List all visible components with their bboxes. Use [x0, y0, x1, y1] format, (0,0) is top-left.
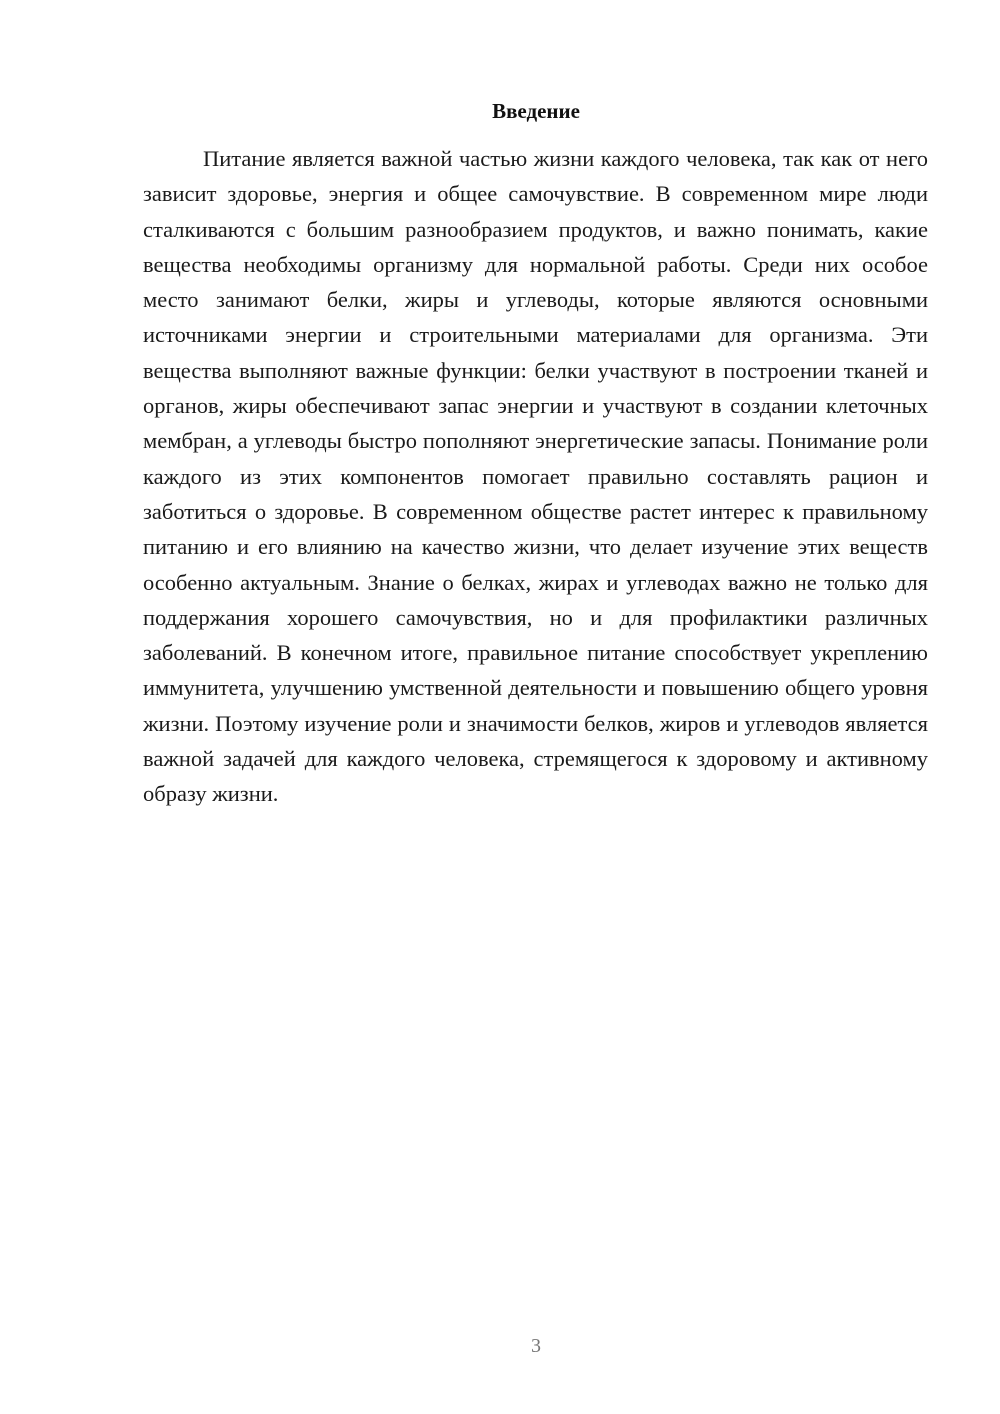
intro-paragraph: Питание является важной частью жизни каждого человека, так как от него зависит здоровье, энергия и общее самочувствие. В современном мире люди сталкиваются с большим разнообразием продуктов, и важно понимать, какие вещества необходимы организму для нормальной работы. Среди них особое место занимают белки, жиры и углеводы, которые являются основными источниками энергии и строительными материалами для организма. Эти вещества выполняют важные функции: белки участвуют в построении тканей и органов, жиры обеспечивают запас энергии и участвуют в создании клеточных мембран, а углеводы быстро пополняют энергетические запасы. Понимание роли каждого из этих компонентов помогает правильно составлять рацион и заботиться о здоровье. В современном обществе растет интерес к правильному питанию и его влиянию на качество жизни, что делает изучение этих веществ особенно актуальным. Знание о белках, жирах и углеводах важно не только для поддержания хорошего самочувствия, но и для профилактики различных заболеваний. В конечном итоге, правильное питание способствует укреплению иммунитета, улучшению умственной деятельности и повышению общего уровня жизни. Поэтому изучение роли и значимости белков, жиров и углеводов является важной задачей для каждого человека, стремящегося к здоровому и активному образу жизни.	[143, 146, 928, 807]
section-heading: Введение	[492, 99, 580, 123]
page-number: 3	[531, 1335, 541, 1357]
